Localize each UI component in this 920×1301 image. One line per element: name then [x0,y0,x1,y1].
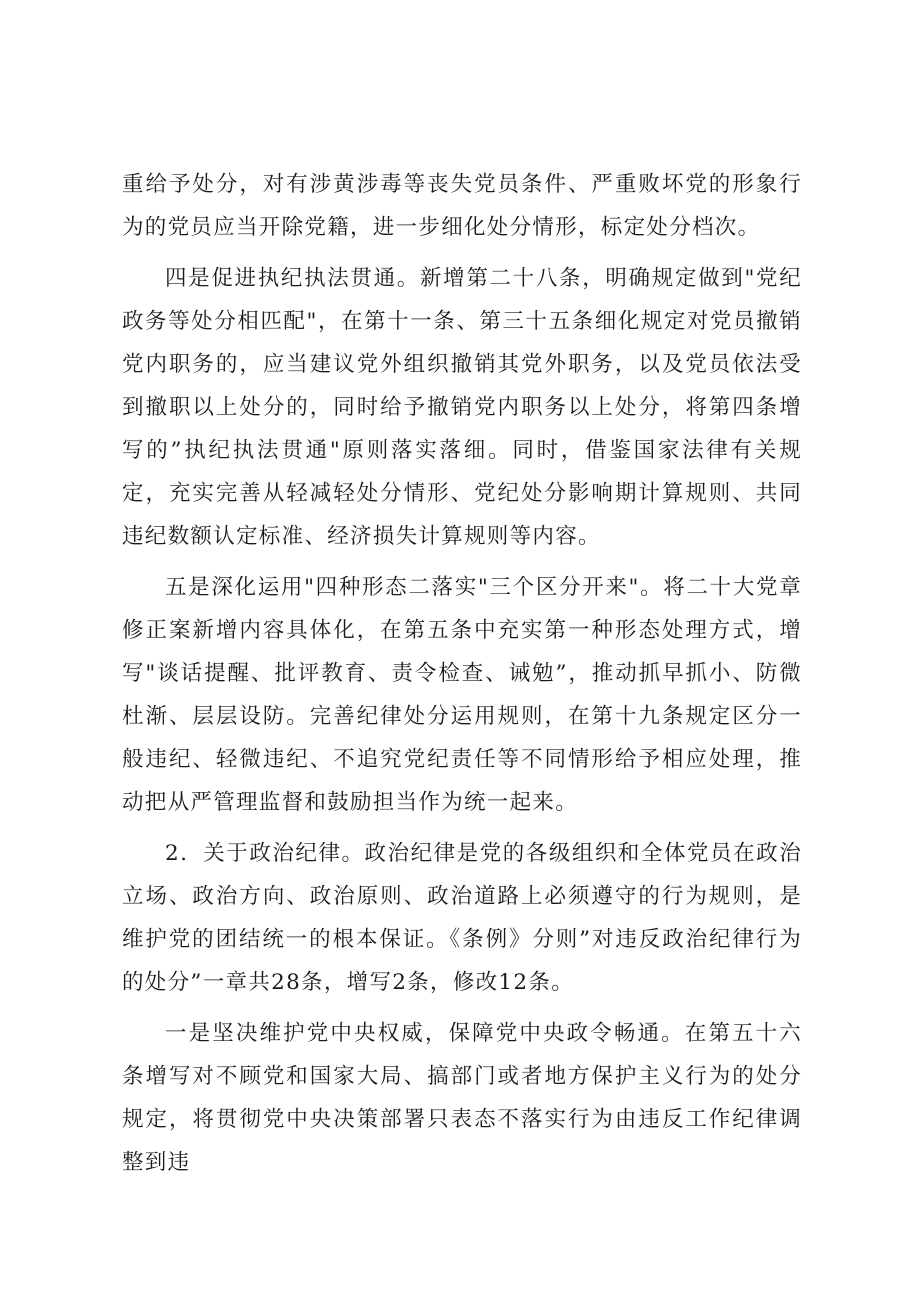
paragraph-four-forms: 五是深化运用"四种形态二落实"三个区分开来"。将二十大党章修正案新增内容具体化，在第五条中充实第一种形态处理方式，增写"谈话提醒、批评教育、责令检查、诫勉”，推动抓早抓小、防微杜渐、层层设防。完善纪律处分运用规则，在第十九条规定区分一般违纪、轻微违纪、不追究党纪责任等不同情形给予相应处理，推动把从严管理监督和鼓励担当作为统一起来。 [122,575,802,815]
paragraph-political-discipline: 2．关于政治纪律。政治纪律是党的各级组织和全体党员在政治立场、政治方向、政治原则、政治道路上必须遵守的行为规则，是维护党的团结统一的根本保证。《条例》分则”对违反政治纪律行为的处分”一章共28条，增写2条，修改12条。 [122,841,802,995]
paragraph-continued-penalties: 重给予处分，对有涉黄涉毒等丧失党员条件、严重败坏党的形象行为的党员应当开除党籍，进一步细化处分情形，标定处分档次。 [122,172,802,240]
paragraph-central-authority: 一是坚决维护党中央权威，保障党中央政令畅通。在第五十六条增写对不顾党和国家大局、搞部门或者地方保护主义行为的处分规定，将贯彻党中央决策部署只表态不落实行为由违反工作纪律调整到违 [122,1021,802,1175]
paragraph-discipline-law-integration: 四是促进执纪执法贯通。新增第二十八条，明确规定做到"党纪政务等处分相匹配"，在第十一条、第三十五条细化规定对党员撤销党内职务的，应当建议党外组织撤销其党外职务，以及党员依法受到撤职以上处分的，同时给予撤销党内职务以上处分，将第四条增写的”执纪执法贯通"原则落实落细。同时，借鉴国家法律有关规定，充实完善从轻减轻处分情形、党纪处分影响期计算规则、共同违纪数额认定标准、经济损失计算规则等内容。 [122,266,802,549]
document-body [122,163,802,1192]
